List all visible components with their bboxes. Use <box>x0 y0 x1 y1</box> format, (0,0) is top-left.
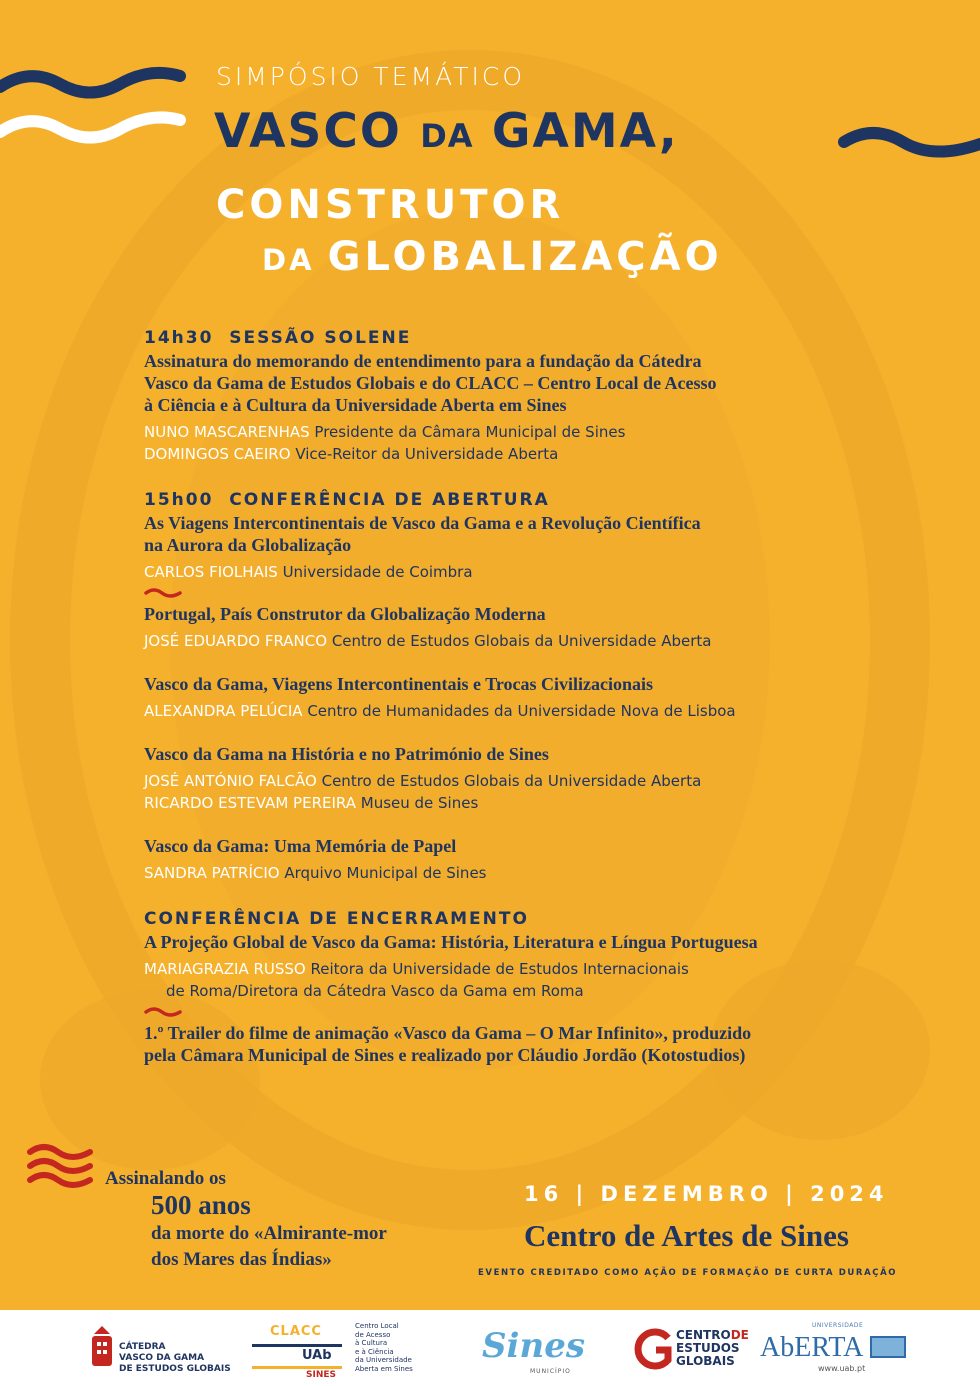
wave-decoration-right <box>838 122 980 172</box>
anniversary-line: da morte do «Almirante-mor <box>151 1223 387 1244</box>
anniversary-line: Assinalando os <box>105 1168 226 1189</box>
uab-logo-name: AbERTA <box>760 1332 864 1363</box>
ceg-logo-text: CENTRODE ESTUDOS GLOBAIS <box>676 1328 749 1368</box>
speaker-affiliation-continued: de Roma/Diretora da Cátedra Vasco da Gama em Roma <box>166 982 584 1000</box>
clacc-logo-bottom: SINES <box>306 1370 336 1380</box>
footer-logos <box>0 1310 980 1386</box>
catedra-logo-text: CÁTEDRA VASCO DA GAMA DE ESTUDOS GLOBAIS <box>119 1342 231 1374</box>
event-date: 16 | DEZEMBRO | 2024 <box>524 1182 889 1206</box>
uab-logo-small: UNIVERSIDADE <box>812 1322 864 1329</box>
red-squiggle-divider <box>144 1006 184 1018</box>
uab-logo-mark <box>870 1336 906 1358</box>
session-heading-solene: 14h30 SESSÃO SOLENE <box>144 328 412 348</box>
uab-logo-url: www.uab.pt <box>818 1364 866 1373</box>
talk-title: na Aurora da Globalização <box>144 535 352 555</box>
ceg-logo-icon <box>634 1328 674 1370</box>
talk-title: Assinatura do memorando de entendimento para a fundação da Cátedra <box>144 351 702 371</box>
trailer-text: pela Câmara Municipal de Sines e realizado por Cláudio Jordão (Kotostudios) <box>144 1045 746 1065</box>
clacc-logo-top: CLACC <box>270 1324 322 1339</box>
speaker-line: JOSÉ ANTÓNIO FALCÃO Centro de Estudos Globais da Universidade Aberta <box>144 772 702 790</box>
speaker-line: NUNO MASCARENHAS Presidente da Câmara Municipal de Sines <box>144 423 626 441</box>
credit-note: EVENTO CREDITADO COMO AÇÃO DE FORMAÇÃO DE CURTA DURAÇÃO <box>478 1268 898 1278</box>
title-line-3: DA GLOBALIZAÇÃO <box>262 234 723 280</box>
wave-decoration-left <box>0 62 210 162</box>
sines-logo: Sines <box>482 1326 585 1366</box>
catedra-crest-icon <box>88 1324 116 1372</box>
talk-title: à Ciência e à Cultura da Universidade Aberta em Sines <box>144 395 567 415</box>
speaker-line: MARIAGRAZIA RUSSO Reitora da Universidade de Estudos Internacionais <box>144 960 689 978</box>
title-line-1: VASCO DA GAMA, <box>214 104 679 159</box>
sines-logo-sub: MUNICÍPIO <box>530 1368 571 1375</box>
speaker-line: RICARDO ESTEVAM PEREIRA Museu de Sines <box>144 794 479 812</box>
clacc-description: Centro Local de Acesso à Cultura e à Ciência da Universidade Aberta em Sines <box>355 1322 413 1373</box>
talk-title: As Viagens Intercontinentais de Vasco da Gama e a Revolução Científica <box>144 513 701 533</box>
speaker-line: ALEXANDRA PELÚCIA Centro de Humanidades da Universidade Nova de Lisboa <box>144 702 736 720</box>
clacc-logo-bar <box>252 1366 342 1369</box>
talk-title: Vasco da Gama, Viagens Intercontinentais e Trocas Civilizacionais <box>144 674 654 694</box>
talk-title: A Projeção Global de Vasco da Gama: História, Literatura e Língua Portuguesa <box>144 932 758 952</box>
clacc-logo-mid: UAb <box>302 1348 332 1363</box>
anniversary-line: dos Mares das Índias» <box>151 1249 332 1270</box>
anniversary-years: 500 anos <box>151 1190 251 1220</box>
session-heading-encerramento: CONFERÊNCIA DE ENCERRAMENTO <box>144 909 529 929</box>
event-subtitle: SIMPÓSIO TEMÁTICO <box>216 62 526 91</box>
red-squiggle-divider <box>144 587 184 599</box>
trailer-text: 1.º Trailer do filme de animação «Vasco da Gama – O Mar Infinito», produzido <box>144 1023 752 1043</box>
talk-title: Portugal, País Construtor da Globalização Moderna <box>144 604 546 624</box>
talk-title: Vasco da Gama de Estudos Globais e do CLACC – Centro Local de Acesso <box>144 373 717 393</box>
clacc-logo-bar <box>252 1344 342 1347</box>
title-line-2: CONSTRUTOR <box>216 182 565 228</box>
program <box>144 328 844 1066</box>
talk-title: Vasco da Gama: Uma Memória de Papel <box>144 836 457 856</box>
red-waves-icon <box>26 1142 96 1192</box>
speaker-line: CARLOS FIOLHAIS Universidade de Coimbra <box>144 563 473 581</box>
talk-title: Vasco da Gama na História e no Património de Sines <box>144 744 549 764</box>
session-heading-abertura: 15h00 CONFERÊNCIA DE ABERTURA <box>144 490 550 510</box>
event-venue: Centro de Artes de Sines <box>524 1218 849 1253</box>
speaker-line: SANDRA PATRÍCIO Arquivo Municipal de Sines <box>144 864 487 882</box>
speaker-line: JOSÉ EDUARDO FRANCO Centro de Estudos Globais da Universidade Aberta <box>144 632 712 650</box>
anniversary-block <box>105 1168 387 1273</box>
speaker-line: DOMINGOS CAEIRO Vice-Reitor da Universidade Aberta <box>144 445 559 463</box>
